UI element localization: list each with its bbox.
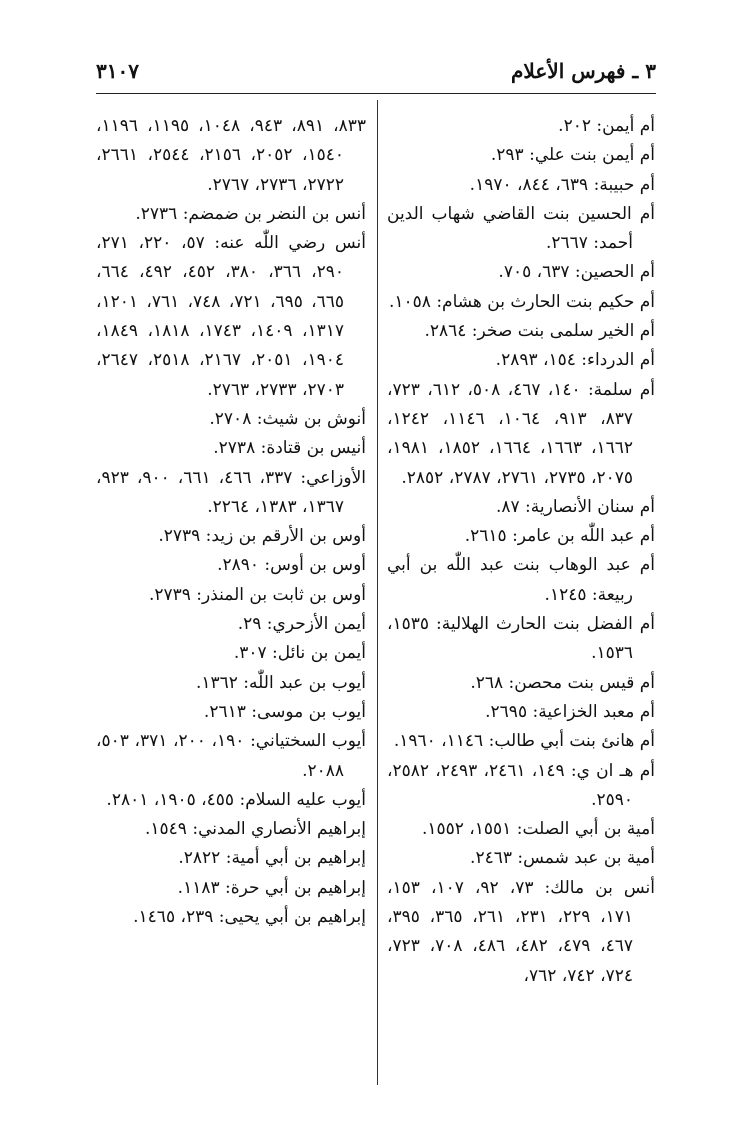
- index-entry: أم أيمن: ٢٠٢.: [558, 116, 655, 136]
- index-entry: أم سنان الأنصارية: ٨٧.: [495, 496, 655, 517]
- index-entry: أوس بن ثابت بن المنذر: ٢٧٣٩.: [148, 584, 366, 605]
- index-entry: أم سلمة: ١٤٠، ٤٦٧، ٥٠٨، ٦١٢، ٧٢٣، ٨٣٧، ٩١٣، ١٠٦٤، ١١٤٦، ١٢٤٢، ١٦٦٢، ١٦٦٣، ١٦٦٤، ١٨٥٢، ١٩٨١، ٢٠٧٥، ٢٧٣٥، ٢٧٦١، ٢٧٨٧، ٢٨٥٢.: [387, 379, 656, 488]
- page-header: [96, 54, 656, 88]
- index-entry: أيمن الأزحري: ٢٩.: [237, 614, 366, 635]
- index-entry: أنس بن مالك: ٧٣، ٩٢، ١٠٧، ١٥٣، ١٧١، ٢٢٩، ٢٣١، ٢٦١، ٣٦٥، ٣٩٥، ٤٦٧، ٤٧٩، ٤٨٢، ٤٨٦، ٧٠٨، ٧٢٣، ٧٢٤، ٧٤٢، ٧٦٢،: [387, 877, 655, 986]
- index-entry: أمية بن عبد شمس: ٢٤٦٣.: [470, 848, 655, 869]
- index-entry: أم حبيبة: ٦٣٩، ٨٤٤، ١٩٧٠.: [469, 174, 655, 195]
- index-entry: إبراهيم بن أبي يحيى: ٢٣٩، ١٤٦٥.: [133, 907, 366, 928]
- index-entry: أنس بن النضر بن ضمضم: ٢٧٣٦.: [135, 203, 366, 224]
- header-rule: [96, 93, 656, 94]
- index-entry: أم الحصين: ٦٣٧، ٧٠٥.: [498, 262, 655, 283]
- index-entry: إبراهيم بن أبي حرة: ١١٨٣.: [177, 877, 366, 898]
- index-entry: أم الخير سلمى بنت صخر: ٢٨٦٤.: [424, 321, 655, 342]
- index-entry: أم عبد اللّٰه بن عامر: ٢٦١٥.: [464, 526, 655, 547]
- index-entry: أوس بن الأرقم بن زيد: ٢٧٣٩.: [158, 526, 366, 547]
- index-entry: أم هانئ بنت أبي طالب: ١١٤٦، ١٩٦٠.: [393, 731, 655, 752]
- index-entry: أيوب بن عبد اللّٰه: ١٣٦٢.: [195, 672, 366, 693]
- index-entry: أيوب السختياني: ١٩٠، ٢٠٠، ٣٧١، ٥٠٣، ٢٠٨٨.: [96, 731, 367, 781]
- column-divider: [377, 100, 378, 1085]
- index-entry: أيوب بن موسى: ٢٦١٣.: [203, 701, 366, 722]
- index-entry: أم حكيم بنت الحارث بن هشام: ١٠٥٨.: [388, 291, 655, 312]
- index-entry: أنوش بن شيث: ٢٧٠٨.: [209, 408, 366, 429]
- index-entry: أنيس بن قتادة: ٢٧٣٨.: [213, 438, 366, 459]
- index-entry: إبراهيم الأنصاري المدني: ١٥٤٩.: [145, 819, 366, 840]
- index-entry: أم معبد الخزاعية: ٢٦٩٥.: [485, 701, 655, 722]
- index-column-left: [96, 112, 366, 932]
- index-column-right: [387, 112, 655, 991]
- index-entry: أيمن بن نائل: ٣٠٧.: [233, 643, 366, 664]
- index-entry: أنس رضي اللّٰه عنه: ٥٧، ٢٢٠، ٢٧١، ٢٩٠، ٣٦٦، ٣٨٠، ٤٥٢، ٤٩٢، ٦٦٤، ٦٦٥، ٦٩٥، ٧٢١، ٧٤٨، ٧٦١، ١٢٠١، ١٣١٧، ١٤٠٩، ١٧٤٣، ١٨١٨، ١٨٤٩، ١٩٠٤، ٢٠٥١، ٢١٦٧، ٢٥١٨، ٢٦٤٧، ٢٧٠٣، ٢٧٣٣، ٢٧٦٣.: [96, 233, 366, 400]
- section-title: ٣ ـ فهرس الأعلام: [511, 59, 656, 83]
- index-entry: أم عبد الوهاب بنت عبد اللّٰه بن أبي ربيعة: ١٢٤٥.: [387, 555, 655, 605]
- page-number: ٣١٠٧: [96, 59, 139, 83]
- index-entry: أيوب عليه السلام: ٤٥٥، ١٩٠٥، ٢٨٠١.: [106, 789, 366, 810]
- index-entry: أم الفضل بنت الحارث الهلالية: ١٥٣٥، ١٥٣٦.: [387, 614, 655, 664]
- index-entry: الأوزاعي: ٣٣٧، ٤٦٦، ٦٦١، ٩٠٠، ٩٢٣، ١٣٦٧، ١٣٨٣، ٢٢٦٤.: [96, 467, 366, 517]
- index-entry: أم أيمن بنت علي: ٢٩٣.: [490, 145, 655, 166]
- index-entry: أم الدرداء: ١٥٤، ٢٨٩٣.: [495, 350, 655, 371]
- index-entry: إبراهيم بن أبي أمية: ٢٨٢٢.: [178, 848, 366, 869]
- index-entry: أم هـ ان ي: ١٤٩، ٢٤٦١، ٢٤٩٣، ٢٥٨٢، ٢٥٩٠.: [387, 760, 656, 810]
- index-entry: أم قيس بنت محصن: ٢٦٨.: [470, 672, 655, 693]
- index-entry: أم الحسين بنت القاضي شهاب الدين أحمد: ٢٦٦٧.: [387, 203, 655, 254]
- index-entry: أوس بن أوس: ٢٨٩٠.: [217, 555, 366, 576]
- index-entry: أمية بن أبي الصلت: ١٥٥١، ١٥٥٢.: [421, 819, 655, 840]
- index-entry: ٨٣٣، ٨٩١، ٩٤٣، ١٠٤٨، ١١٩٥، ١١٩٦، ١٥٤٠، ٢٠٥٢، ٢١٥٦، ٢٥٤٤، ٢٦٦١، ٢٧٢٢، ٢٧٣٦، ٢٧٦٧.: [96, 116, 367, 195]
